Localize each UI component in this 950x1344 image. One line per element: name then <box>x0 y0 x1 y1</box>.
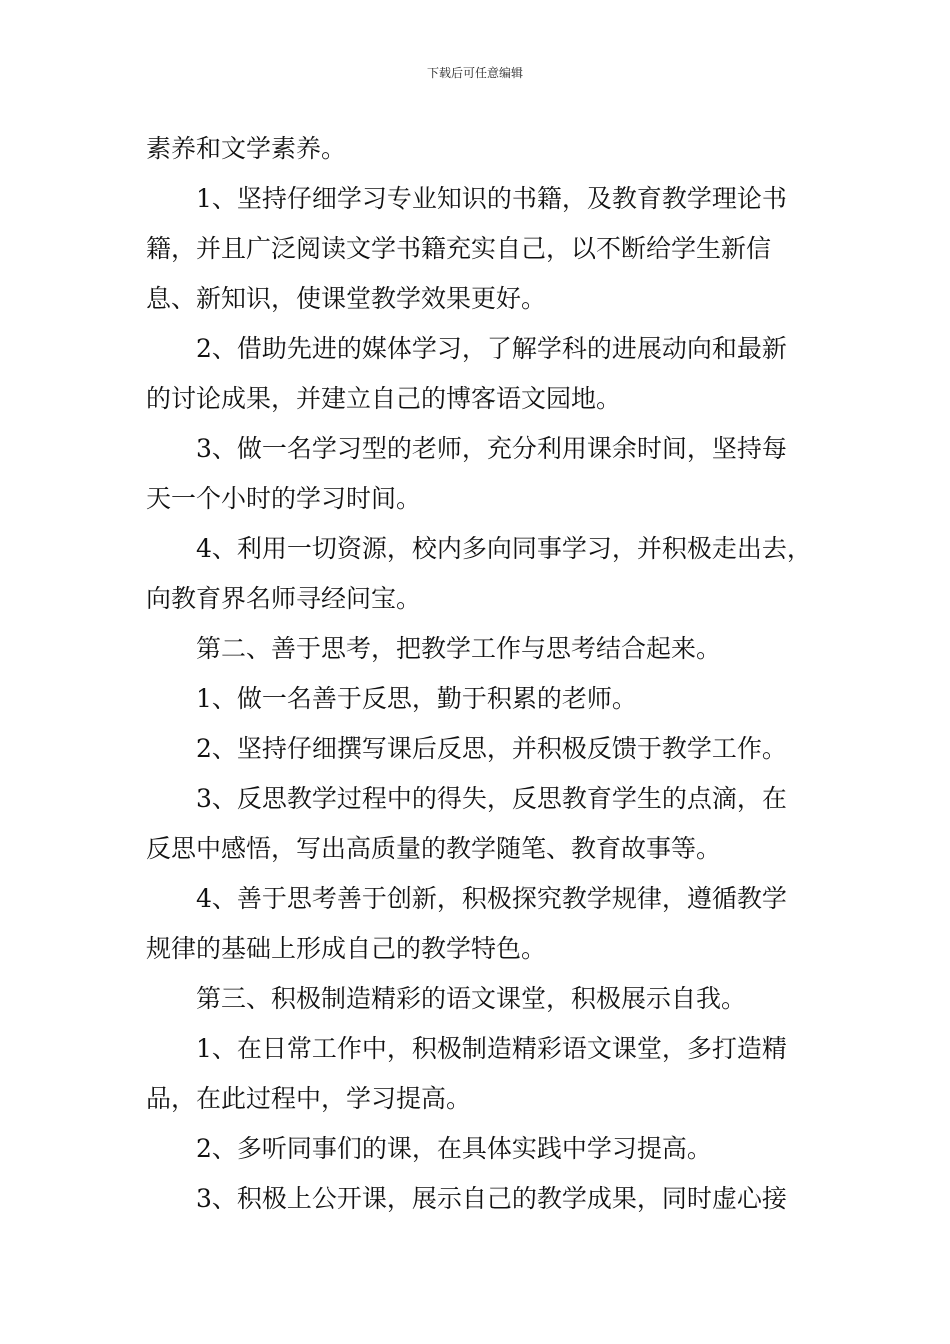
text-line-14: 3、反思教学过程中的得失，反思教育学生的点滴，在 <box>196 784 787 813</box>
text-line-12: 1、做一名善于反思，勤于积累的老师。 <box>196 684 637 713</box>
text-line-3: 籍，并且广泛阅读文学书籍充实自己，以不断给学生新信 <box>146 234 772 263</box>
page-header-note: 下载后可任意编辑 <box>426 66 523 80</box>
section-heading-2: 第二、善于思考，把教学工作与思考结合起来。 <box>196 634 722 663</box>
text-line-17: 规律的基础上形成自己的教学特色。 <box>146 934 547 963</box>
text-line-2: 1、坚持仔细学习专业知识的书籍，及教育教学理论书 <box>196 184 787 213</box>
text-line-8: 天一个小时的学习时间。 <box>146 484 422 513</box>
text-line-22: 3、积极上公开课，展示自己的教学成果，同时虚心接 <box>196 1184 787 1213</box>
text-line-13: 2、坚持仔细撰写课后反思，并积极反馈于教学工作。 <box>196 734 787 763</box>
section-heading-3: 第三、积极制造精彩的语文课堂，积极展示自我。 <box>196 984 747 1013</box>
text-line-6: 的讨论成果，并建立自己的博客语文园地。 <box>146 384 622 413</box>
text-line-10: 向教育界名师寻经问宝。 <box>146 584 422 613</box>
text-line-21: 2、多听同事们的课，在具体实践中学习提高。 <box>196 1134 712 1163</box>
text-line-4: 息、新知识，使课堂教学效果更好。 <box>146 284 547 313</box>
text-line-5: 2、借助先进的媒体学习，了解学科的进展动向和最新 <box>196 334 787 363</box>
text-line-15: 反思中感悟，写出高质量的教学随笔、教育故事等。 <box>146 834 722 863</box>
text-line-7: 3、做一名学习型的老师，充分利用课余时间，坚持每 <box>196 434 787 463</box>
text-line-20: 品，在此过程中，学习提高。 <box>146 1084 472 1113</box>
text-line-19: 1、在日常工作中，积极制造精彩语文课堂，多打造精 <box>196 1034 787 1063</box>
text-line-1: 素养和文学素养。 <box>146 134 347 163</box>
text-line-16: 4、善于思考善于创新，积极探究教学规律，遵循教学 <box>196 884 787 913</box>
text-line-9: 4、利用一切资源，校内多向同事学习，并积极走出去， <box>196 534 812 563</box>
document-body <box>146 124 836 1224</box>
